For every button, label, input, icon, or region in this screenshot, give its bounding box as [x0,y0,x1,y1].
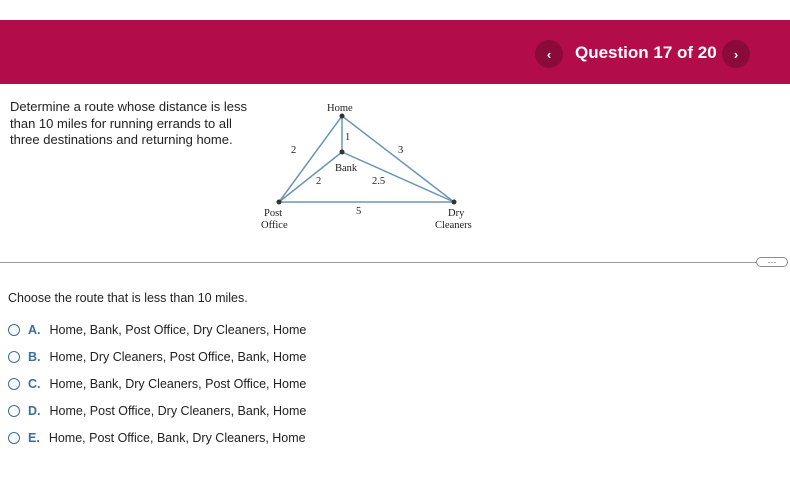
header-bar [0,20,790,84]
node-home [340,114,345,119]
label-post-line2: Office [261,220,288,231]
edge-label-bank-post: 2 [316,176,322,187]
option-c[interactable] [8,370,306,397]
option-a[interactable] [8,316,306,343]
option-d[interactable] [8,397,306,424]
option-letter: C. [28,376,41,391]
label-dry-line1: Dry [448,208,465,219]
section-divider [0,262,760,263]
option-letter: E. [28,430,40,445]
radio-button[interactable] [8,324,20,336]
option-text: Home, Dry Cleaners, Post Office, Bank, Home [49,349,307,364]
option-b[interactable] [8,343,306,370]
answer-options [8,316,306,451]
question-counter: Question 17 of 20 [575,43,717,62]
route-diagram [252,98,492,238]
option-text: Home, Bank, Post Office, Dry Cleaners, Home [49,322,307,337]
problem-prompt: Determine a route whose distance is less than 10 miles for running errands to all three destinations and returning home. [10,99,248,147]
node-bank [340,150,345,155]
question-text: Choose the route that is less than 10 miles. [8,291,248,305]
edge-label-home-post: 2 [291,145,297,156]
option-text: Home, Post Office, Bank, Dry Cleaners, Home [48,430,306,445]
node-post-office [277,200,282,205]
label-home: Home [327,103,353,114]
label-post-line1: Post [264,208,283,219]
radio-button[interactable] [8,351,20,363]
edge-label-home-bank: 1 [345,132,351,143]
option-text: Home, Post Office, Dry Cleaners, Bank, Home [49,403,307,418]
radio-button[interactable] [8,405,20,417]
edge-label-home-dry: 3 [398,145,404,156]
option-letter: D. [28,403,41,418]
chevron-right-icon: › [733,46,739,62]
edge-label-post-dry: 5 [356,206,362,217]
option-letter: A. [28,322,41,337]
radio-button[interactable] [8,378,20,390]
option-e[interactable] [8,424,306,451]
radio-button[interactable] [8,432,20,444]
edge-label-bank-dry: 2.5 [372,176,386,187]
previous-question-button[interactable] [535,40,563,68]
label-bank: Bank [335,163,358,174]
node-dry-cleaners [452,200,457,205]
more-options-button[interactable]: ··· [756,257,788,267]
label-dry-line2: Cleaners [435,220,472,231]
option-text: Home, Bank, Dry Cleaners, Post Office, Home [49,376,307,391]
next-question-button[interactable] [722,40,750,68]
chevron-left-icon: ‹ [546,46,552,62]
option-letter: B. [28,349,41,364]
